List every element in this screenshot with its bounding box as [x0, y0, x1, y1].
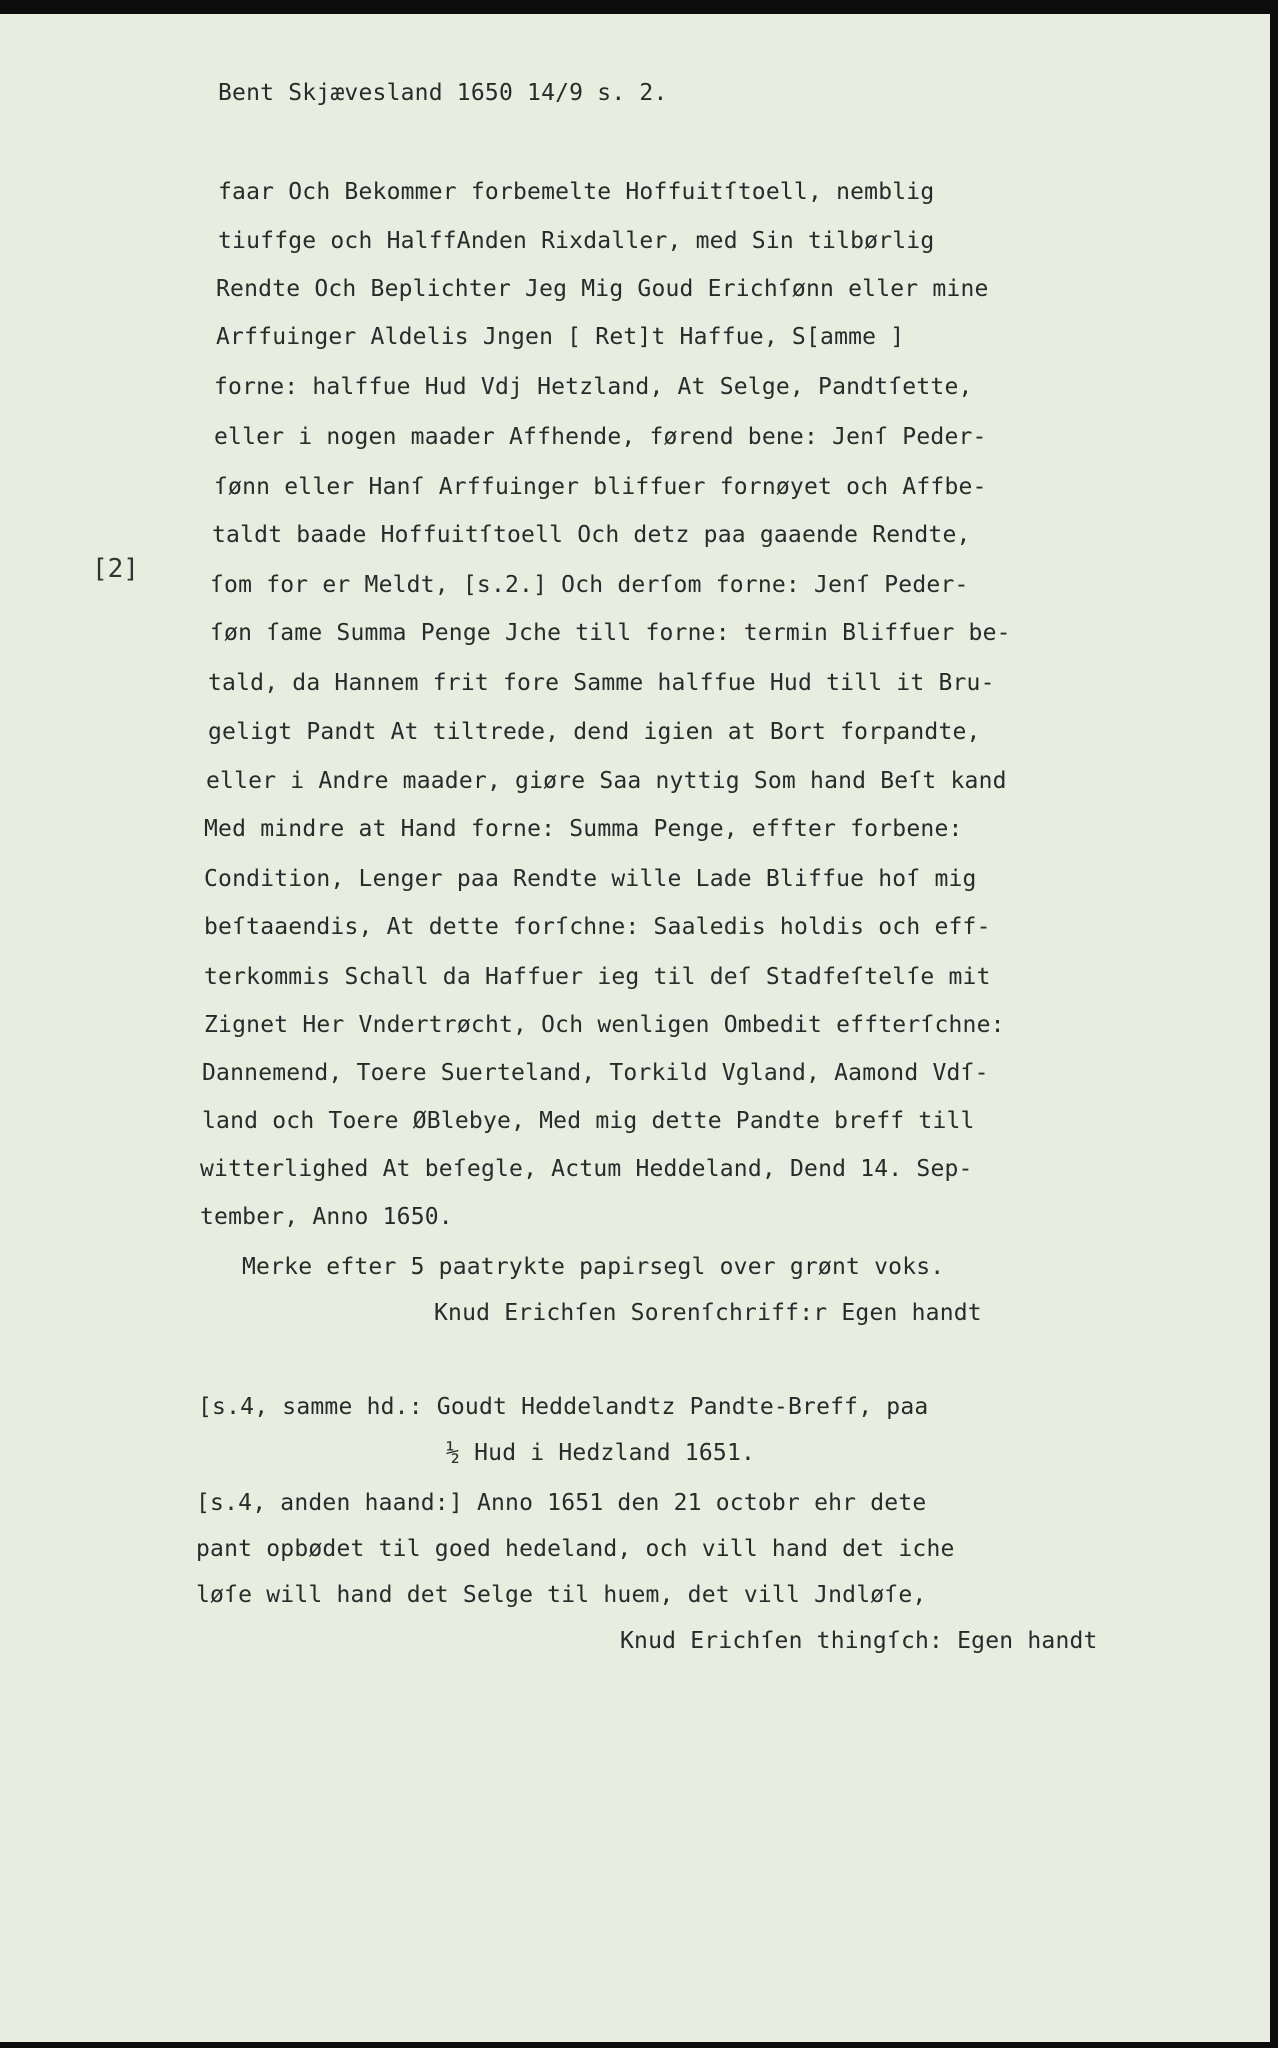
- text-line: land och Toere ØBlebye, Med mig dette Pandte breff till: [202, 1108, 975, 1134]
- signature-sorenskriver: Knud Erichſen Sorenſchriff:r Egen handt: [434, 1300, 982, 1326]
- document-page: [0, 14, 1270, 2042]
- text-line: ſom for er Meldt, [s.2.] Och derſom forne: Jenſ Peder-: [210, 572, 969, 598]
- text-line: pant opbødet til goed hedeland, och vill hand det iche: [196, 1536, 955, 1562]
- text-line: Dannemend, Toere Suerteland, Torkild Vgland, Aamond Vdſ-: [202, 1060, 989, 1086]
- text-line: beſtaaendis, At dette forſchne: Saaledis holdis och eff-: [204, 914, 991, 940]
- text-line: tember, Anno 1650.: [200, 1204, 453, 1230]
- text-line: løſe will hand det Selge til huem, det vill Jndløſe,: [196, 1582, 927, 1608]
- text-line: eller i nogen maader Affhende, førend bene: Jenſ Peder-: [214, 424, 987, 450]
- text-line: faar Och Bekommer forbemelte Hoffuitſtoell, nemblig: [218, 179, 935, 205]
- text-line: ſøn ſame Summa Penge Jche till forne: termin Bliffuer be-: [210, 620, 1011, 646]
- seal-note: Merke efter 5 paatrykte papirsegl over grønt voks.: [242, 1254, 945, 1280]
- text-line: taldt baade Hoffuitſtoell Och detz paa gaaende Rendte,: [212, 522, 971, 548]
- text-line: geligt Pandt At tiltrede, dend igien at Bort forpandte,: [208, 719, 981, 745]
- text-line: tiuffge och HalffAnden Rixdaller, med Sin tilbørlig: [218, 228, 935, 254]
- text-line: terkommis Schall da Haffuer ieg til deſ Stadfeſtelſe mit: [204, 964, 991, 990]
- text-line: forne: halffue Hud Vdj Hetzland, At Selge, Pandtſette,: [214, 374, 973, 400]
- text-line: Med mindre at Hand forne: Summa Penge, effter forbene:: [204, 816, 963, 842]
- endorsement-line: [s.4, samme hd.: Goudt Heddelandtz Pandte-Breff, paa: [198, 1394, 929, 1420]
- text-line: Rendte Och Beplichter Jeg Mig Goud Erichſønn eller mine: [216, 276, 989, 302]
- margin-page-note: [2]: [92, 554, 139, 584]
- text-line: Zignet Her Vndertrøcht, Och wenligen Ombedit effterſchne:: [204, 1012, 1005, 1038]
- text-line: tald, da Hannem frit fore Samme halffue Hud till it Bru-: [208, 670, 995, 696]
- text-line: eller i Andre maader, giøre Saa nyttig Som hand Beſt kand: [206, 768, 1007, 794]
- page-header: Bent Skjævesland 1650 14/9 s. 2.: [218, 80, 668, 106]
- text-line: witterlighed At beſegle, Actum Heddeland, Dend 14. Sep-: [200, 1156, 973, 1182]
- endorsement-line: ½ Hud i Hedzland 1651.: [446, 1440, 756, 1466]
- text-line: Arffuinger Aldelis Jngen [ Ret]t Haffue, S[amme ]: [216, 324, 905, 350]
- text-line: [s.4, anden haand:] Anno 1651 den 21 octobr ehr dete: [196, 1490, 927, 1516]
- signature-thingskriver: Knud Erichſen thingſch: Egen handt: [620, 1628, 1098, 1654]
- text-line: Condition, Lenger paa Rendte wille Lade Bliffue hoſ mig: [204, 866, 977, 892]
- text-line: ſønn eller Hanſ Arffuinger bliffuer fornøyet och Affbe-: [214, 474, 987, 500]
